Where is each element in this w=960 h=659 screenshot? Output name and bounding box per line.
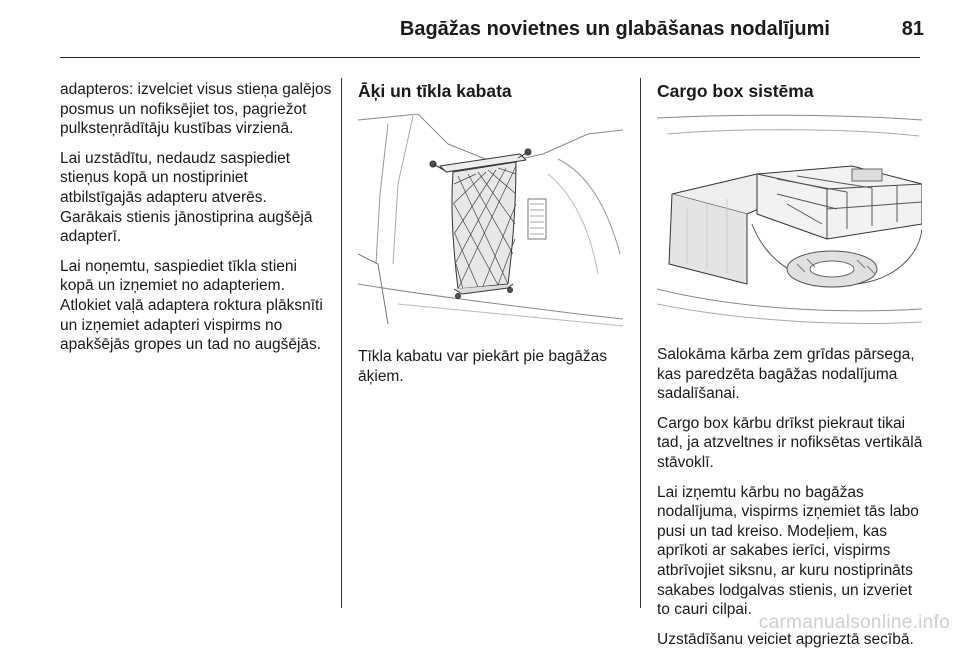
page-title: Bagāžas novietnes un glabāšanas nodalījumi xyxy=(399,18,830,40)
paragraph: Uzstādīšanu veiciet apgrieztā secībā. xyxy=(657,630,914,648)
column-divider-left xyxy=(341,78,342,608)
left-column xyxy=(60,80,332,365)
right-column xyxy=(657,80,925,659)
middle-column xyxy=(358,80,623,396)
net-pocket-illustration xyxy=(358,114,623,329)
cargo-box-illustration xyxy=(657,114,922,329)
paragraph: Cargo box kārbu drīkst piekraut tikai tad, ja atzveltnes ir nofiksētas vertikālā stāvoklī. xyxy=(657,414,923,471)
paragraph: Lai uzstādītu, nedaudz saspiediet stieņus kopā un nostipriniet atbilstīgajās adapteru atverēs. Garākais stienis jānostiprina augšējā adapterī. xyxy=(60,149,313,246)
paragraph: Tīkla kabatu var piekārt pie bagāžas āķiem. xyxy=(358,348,607,385)
page-number: 81 xyxy=(901,18,924,40)
paragraph: adapteros: izvelciet visus stieņa galējos posmus un nofiksējiet tos, pagriežot pulksteņrādītāju kustības virzienā. xyxy=(60,81,332,138)
header-divider xyxy=(60,57,920,58)
section-heading-cargo-box: Cargo box sistēma xyxy=(657,81,814,101)
watermark-text: carmanualsonline.info xyxy=(758,612,950,633)
column-divider-right xyxy=(640,78,641,608)
paragraph: Lai izņemtu kārbu no bagāžas nodalījuma, vispirms izņemiet tās labo pusi un tad kreiso. Modeļiem, kas aprīkoti ar sakabes ierīci, vispirms atbrīvojiet siksnu, ar kuru nostiprināts sakabes lodgalvas stienis, un izveriet to cauri cilpai. xyxy=(657,483,919,619)
section-heading-hooks-net: Āķi un tīkla kabata xyxy=(358,81,512,101)
paragraph: Salokāma kārba zem grīdas pārsega, kas paredzēta bagāžas nodalījuma sadalīšanai. xyxy=(657,346,915,403)
paragraph: Lai noņemtu, saspiediet tīkla stieni kopā un izņemiet no adapteriem. Atlokiet vaļā adaptera roktura plāksnīti un izņemiet adapteri vispirms no apakšējās gropes un tad no augšējās. xyxy=(60,257,323,354)
